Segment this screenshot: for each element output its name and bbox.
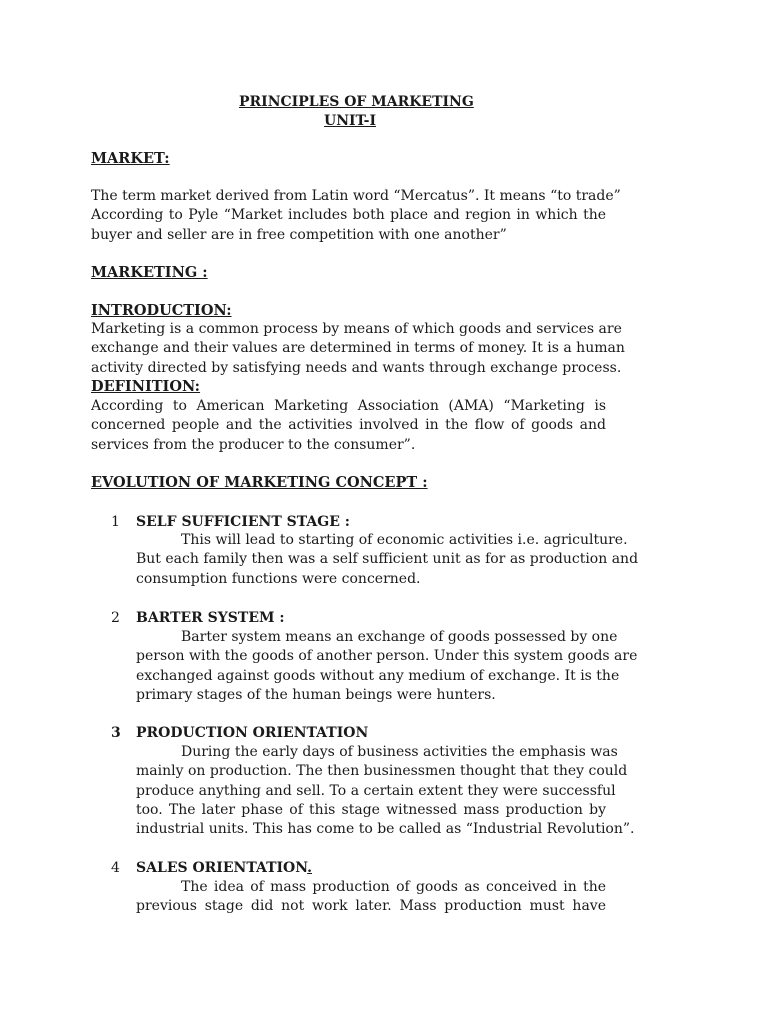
item-line: But each family then was a self sufficient unit as for as production and — [136, 551, 639, 568]
item-line: During the early days of business activities the emphasis was — [181, 744, 618, 760]
item-title-suffix: . — [307, 860, 313, 876]
definition-paragraph — [91, 397, 606, 455]
market-line: buyer and seller are in free competition with one another” — [91, 226, 507, 243]
item-number: 2 — [111, 610, 120, 626]
item-line: This will lead to starting of economic activities i.e. agriculture. — [181, 532, 628, 548]
item-line: industrial units. This has come to be called as “Industrial Revolution”. — [136, 821, 635, 838]
introduction-line: exchange and their values are determined in terms of money. It is a human — [91, 340, 625, 357]
item-title: BARTER SYSTEM : — [136, 610, 285, 626]
item-line: primary stages of the human beings were hunters. — [136, 686, 496, 703]
item-line: The idea of mass production of goods as conceived in the — [181, 879, 606, 895]
item-line: produce anything and sell. To a certain extent they were successful — [136, 782, 616, 799]
introduction-heading: INTRODUCTION: — [91, 302, 232, 319]
item-line: too. The later phase of this stage witnessed mass production by — [136, 801, 606, 818]
market-line: According to Pyle “Market includes both place and region in which the — [91, 207, 606, 224]
item-body — [136, 531, 639, 589]
item-line: previous stage did not work later. Mass production must have — [136, 898, 606, 915]
item-line: person with the goods of another person. Under this system goods are — [136, 648, 638, 665]
definition-heading: DEFINITION: — [91, 378, 201, 395]
market-line: The term market derived from Latin word “Mercatus”. It means “to trade” — [91, 188, 621, 204]
item-title — [136, 859, 312, 877]
item-line: exchanged against goods without any medium of exchange. It is the — [136, 667, 620, 684]
item-body — [136, 878, 606, 917]
document-title: PRINCIPLES OF MARKETING — [239, 94, 474, 110]
item-number: 3 — [111, 725, 121, 741]
definition-line: services from the producer to the consumer”. — [91, 436, 416, 453]
item-line: mainly on production. The then businessmen thought that they could — [136, 763, 628, 780]
item-title-text: SALES ORIENTATION — [136, 860, 308, 876]
item-body — [136, 743, 635, 839]
item-line: consumption functions were concerned. — [136, 570, 421, 587]
item-body — [136, 628, 638, 705]
item-title: PRODUCTION ORIENTATION — [136, 725, 369, 741]
item-number: 1 — [111, 514, 120, 530]
introduction-paragraph — [91, 320, 625, 378]
marketing-heading: MARKETING : — [91, 264, 208, 281]
item-number: 4 — [111, 860, 120, 876]
market-paragraph — [91, 187, 621, 245]
market-heading: MARKET: — [91, 150, 170, 167]
definition-line: concerned people and the activities involved in the flow of goods and — [91, 417, 606, 434]
item-line: Barter system means an exchange of goods possessed by one — [181, 629, 618, 645]
definition-line: According to American Marketing Association (AMA) “Marketing is — [91, 398, 606, 414]
item-title: SELF SUFFICIENT STAGE : — [136, 514, 350, 530]
document-subtitle: UNIT-I — [324, 113, 377, 129]
introduction-line: Marketing is a common process by means of which goods and services are — [91, 321, 622, 337]
evolution-heading: EVOLUTION OF MARKETING CONCEPT : — [91, 474, 428, 491]
introduction-line: activity directed by satisfying needs and wants through exchange process. — [91, 359, 622, 376]
